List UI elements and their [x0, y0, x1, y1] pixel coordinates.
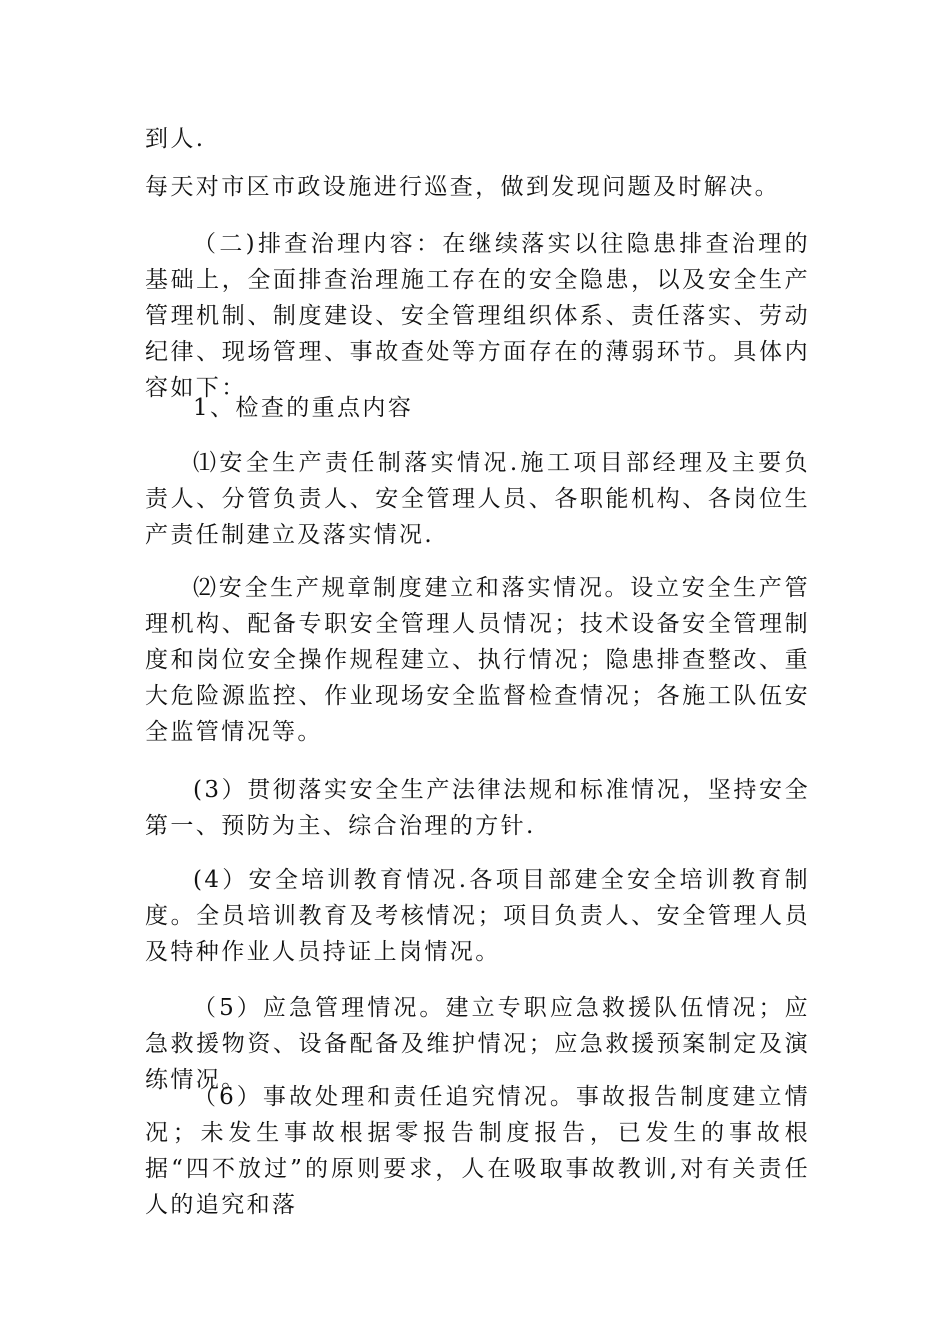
paragraph-item-5: （5）应急管理情况。建立专职应急救援队伍情况；应急救援物资、设备配备及维护情况；应急救援预案制定及演练情况。: [145, 995, 810, 1093]
paragraph-section-2: （二)排查治理内容：在继续落实以往隐患排查治理的基础上，全面排查治理施工存在的安全隐患，以及安全生产管理机制、制度建设、安全管理组织体系、责任落实、劳动纪律、现场管理、事故查处等方面存在的薄弱环节。具体内容如下：: [145, 231, 810, 401]
paragraph-continuation: 到人.: [145, 126, 206, 152]
paragraph-item-4: (4）安全培训教育情况.各项目部建全安全培训教育制度。全员培训教育及考核情况；项目负责人、安全管理人员及特种作业人员持证上岗情况。: [145, 867, 810, 965]
paragraph-item-2: ⑵安全生产规章制度建立和落实情况。设立安全生产管理机构、配备专职安全管理人员情况；技术设备安全管理制度和岗位安全操作规程建立、执行情况；隐患排查整改、重大危险源监控、作业现场安全监督检查情况；各施工队伍安全监管情况等。: [145, 575, 810, 745]
paragraph-item-1: ⑴安全生产责任制落实情况.施工项目部经理及主要负责人、分管负责人、安全管理人员、各职能机构、各岗位生产责任制建立及落实情况.: [145, 450, 810, 548]
paragraph-item-6: （6）事故处理和责任追究情况。事故报告制度建立情况；未发生事故根据零报告制度报告，已发生的事故根据“四不放过”的原则要求，人在吸取事故教训,对有关责任人的追究和落: [145, 1084, 810, 1218]
paragraph-heading-1: 1、检查的重点内容: [193, 395, 414, 421]
paragraph-inspection: 每天对市区市政设施进行巡查，做到发现问题及时解决。: [145, 174, 780, 200]
paragraph-item-3: (3）贯彻落实安全生产法律法规和标准情况，坚持安全第一、预防为主、综合治理的方针.: [145, 777, 810, 839]
